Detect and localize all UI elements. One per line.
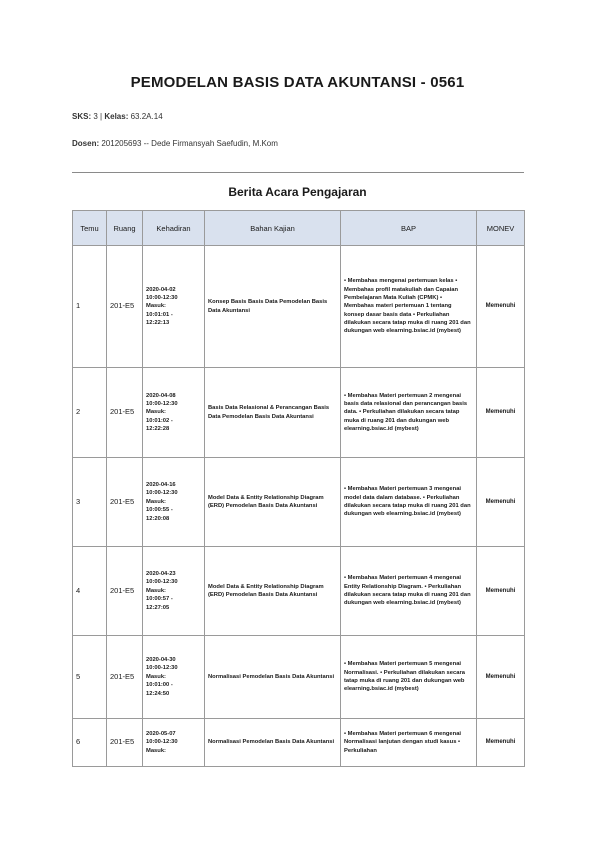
cell-monev: Memenuhi	[477, 368, 525, 458]
cell-monev: Memenuhi	[477, 458, 525, 547]
dosen-value: 201205693 -- Dede Firmansyah Saefudin, M.Kom	[101, 139, 278, 148]
kehadiran-time: 10:00-12:30	[146, 400, 178, 407]
kehadiran-label: Masuk:	[146, 747, 166, 754]
cell-bap: • Membahas Materi pertemuan 2 mengenai basis data relasional dan perancangan basis data. • Perkuliahan dilakukan secara tatap muka di ruang 201 dan dukungan web elearning.bsiac.id (mybest)	[341, 368, 477, 458]
header-bahan-kajian: Bahan Kajian	[205, 211, 341, 246]
kehadiran-in: 10:00:55 -	[146, 507, 173, 514]
kehadiran-label: Masuk:	[146, 673, 166, 680]
kehadiran-out: 12:22:28	[146, 426, 170, 433]
cell-kehadiran	[143, 636, 205, 719]
kehadiran-in: 10:00:57 -	[146, 596, 173, 603]
header-monev: MONEV	[477, 211, 525, 246]
cell-kehadiran	[143, 458, 205, 547]
table-header-row	[73, 211, 525, 246]
kehadiran-date: 2020-04-08	[146, 392, 176, 399]
kehadiran-label: Masuk:	[146, 303, 166, 310]
divider	[72, 172, 524, 173]
cell-ruang: 201-E5	[107, 547, 143, 636]
cell-temu: 4	[73, 547, 107, 636]
kehadiran-time: 10:00-12:30	[146, 490, 178, 497]
kehadiran-time: 10:00-12:30	[146, 294, 178, 301]
meta-separator: |	[100, 112, 103, 121]
cell-bap: • Membahas mengenai pertemuan kelas • Membahas profil matakuliah dan Capaian Pembelajaran Mata Kuliah (CPMK) • Membahas materi pertemuan 1 tentang konsep dasar basis data • Perkuliahan dilakukan secara tatap muka di ruang 201 dan dukungan web elearning.bsiac.id (mybest)	[341, 246, 477, 368]
kehadiran-date: 2020-04-02	[146, 286, 176, 293]
kehadiran-label: Masuk:	[146, 498, 166, 505]
cell-bahan-kajian: Normalisasi Pemodelan Basis Data Akuntansi	[205, 636, 341, 719]
cell-temu: 5	[73, 636, 107, 719]
table-row	[73, 246, 525, 368]
kehadiran-date: 2020-04-23	[146, 571, 176, 578]
kehadiran-out: 12:20:08	[146, 515, 170, 522]
section-title: Berita Acara Pengajaran	[228, 185, 367, 199]
table-row	[73, 458, 525, 547]
kehadiran-in: 10:01:02 -	[146, 417, 173, 424]
sks-value: 3	[93, 112, 98, 121]
kehadiran-out: 12:27:05	[146, 604, 170, 611]
cell-ruang: 201-E5	[107, 458, 143, 547]
table-row	[73, 547, 525, 636]
cell-bap: • Membahas Materi pertemuan 6 mengenai Normalisasi lanjutan dengan studi kasus • Perkuliahan	[341, 719, 477, 767]
kehadiran-label: Masuk:	[146, 409, 166, 416]
kehadiran-out: 12:24:50	[146, 690, 170, 697]
kehadiran-time: 10:00-12:30	[146, 739, 178, 746]
cell-bahan-kajian: Konsep Basis Basis Data Pemodelan Basis Data Akuntansi	[205, 246, 341, 368]
header-bap: BAP	[341, 211, 477, 246]
cell-monev: Memenuhi	[477, 719, 525, 767]
cell-temu: 3	[73, 458, 107, 547]
cell-bap: • Membahas Materi pertemuan 4 mengenai Entity Relationship Diagram. • Perkuliahan dilakukan secara tatap muka di ruang 201 dan dukungan web elearning.bsiac.id (mybest)	[341, 547, 477, 636]
cell-ruang: 201-E5	[107, 719, 143, 767]
table-row	[73, 636, 525, 719]
course-meta	[72, 112, 163, 121]
header-temu: Temu	[73, 211, 107, 246]
cell-bap: • Membahas Materi pertemuan 3 mengenai model data dalam database. • Perkuliahan dilakukan secara tatap muka di ruang 201 dan dukungan web elearning.bsiac.id (mybest)	[341, 458, 477, 547]
kelas-value: 63.2A.14	[130, 112, 163, 121]
header-kehadiran: Kehadiran	[143, 211, 205, 246]
cell-bap: • Membahas Materi pertemuan 5 mengenai Normalisasi. • Perkuliahan dilakukan secara tatap muka di ruang 201 dan dukungan web elearning.bsiac.id (mybest)	[341, 636, 477, 719]
cell-bahan-kajian: Normalisasi Pemodelan Basis Data Akuntansi	[205, 719, 341, 767]
cell-monev: Memenuhi	[477, 636, 525, 719]
cell-ruang: 201-E5	[107, 636, 143, 719]
bap-table	[72, 210, 525, 767]
kehadiran-in: 10:01:00 -	[146, 682, 173, 689]
cell-temu: 2	[73, 368, 107, 458]
cell-bahan-kajian: Basis Data Relasional & Perancangan Basis Data Pemodelan Basis Data Akuntansi	[205, 368, 341, 458]
kehadiran-date: 2020-05-07	[146, 730, 176, 737]
kehadiran-date: 2020-04-30	[146, 657, 176, 664]
kehadiran-in: 10:01:01 -	[146, 311, 173, 318]
course-title: PEMODELAN BASIS DATA AKUNTANSI - 0561	[130, 74, 465, 91]
kehadiran-date: 2020-04-16	[146, 482, 176, 489]
cell-ruang: 201-E5	[107, 246, 143, 368]
cell-kehadiran	[143, 368, 205, 458]
kehadiran-out: 12:22:13	[146, 320, 170, 327]
table-row	[73, 719, 525, 767]
cell-bahan-kajian: Model Data & Entity Relationship Diagram (ERD) Pemodelan Basis Data Akuntansi	[205, 458, 341, 547]
cell-temu: 6	[73, 719, 107, 767]
cell-ruang: 201-E5	[107, 368, 143, 458]
lecturer-info	[72, 139, 278, 148]
dosen-label: Dosen:	[72, 139, 100, 148]
table-row	[73, 368, 525, 458]
cell-monev: Memenuhi	[477, 547, 525, 636]
cell-bahan-kajian: Model Data & Entity Relationship Diagram (ERD) Pemodelan Basis Data Akuntansi	[205, 547, 341, 636]
cell-kehadiran	[143, 719, 205, 767]
kehadiran-time: 10:00-12:30	[146, 579, 178, 586]
header-ruang: Ruang	[107, 211, 143, 246]
sks-label: SKS:	[72, 112, 92, 121]
cell-kehadiran	[143, 547, 205, 636]
cell-kehadiran	[143, 246, 205, 368]
cell-temu: 1	[73, 246, 107, 368]
cell-monev: Memenuhi	[477, 246, 525, 368]
kehadiran-time: 10:00-12:30	[146, 665, 178, 672]
kehadiran-label: Masuk:	[146, 587, 166, 594]
kelas-label: Kelas:	[104, 112, 129, 121]
